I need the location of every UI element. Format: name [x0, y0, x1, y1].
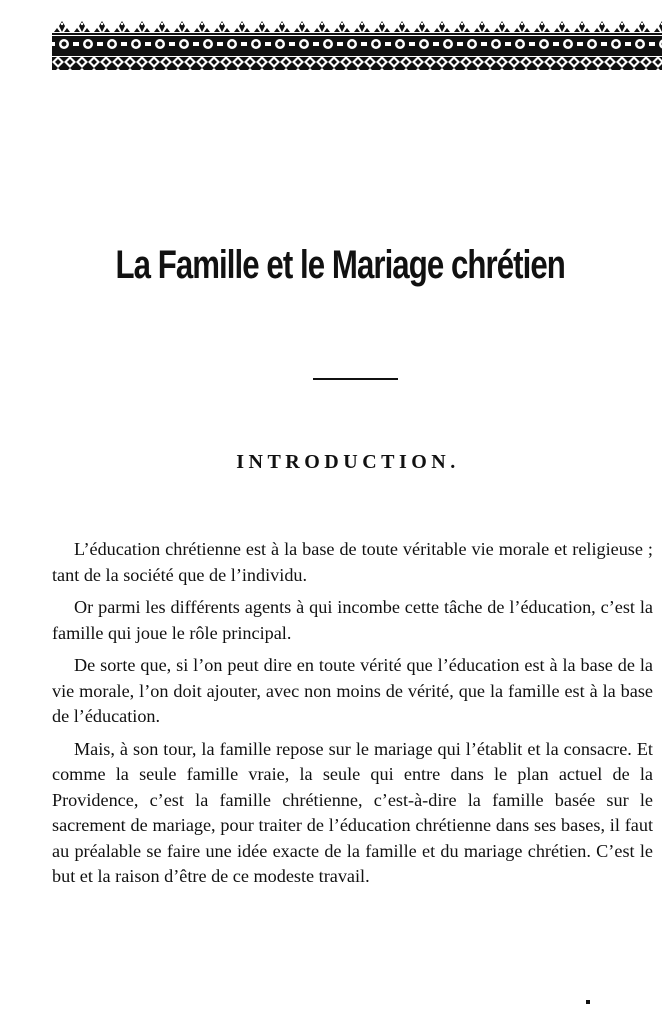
- paragraph: De sorte que, si l’on peut dire en toute vérité que l’éducation est à la base de la vie morale, l’on doit ajouter, avec non moins de vérité, que la famille est à la base de l’éducation.: [52, 655, 653, 726]
- paragraph: Or parmi les différents agents à qui incombe cette tâche de l’éducation, c’est la famille qui joue le rôle principal.: [52, 597, 653, 643]
- page-title: La Famille et le Mariage chrétien: [115, 243, 565, 287]
- ornamental-border-icon: [52, 20, 662, 72]
- paragraph: Mais, à son tour, la famille repose sur le mariage qui l’établit et la consacre. Et comme la seule famille vraie, la seule qui entre dans le plan actuel de la Providence, c’est la famille chrétienne, c’est-à-dire la famille basée sur le sacrement de mariage, pour traiter de l’éducation chrétienne dans ses bases, il faut au préalable se faire une idée exacte de la famille et du mariage chrétien. C’est le but et la raison d’être de ce modeste travail.: [52, 738, 653, 886]
- section-heading: INTRODUCTION.: [236, 451, 460, 473]
- print-mark: [586, 1000, 590, 1004]
- body-text: [52, 537, 653, 897]
- title-divider: [313, 378, 398, 380]
- paragraph: L’éducation chrétienne est à la base de toute véritable vie morale et religieuse ; tant de la société que de l’individu.: [52, 539, 653, 585]
